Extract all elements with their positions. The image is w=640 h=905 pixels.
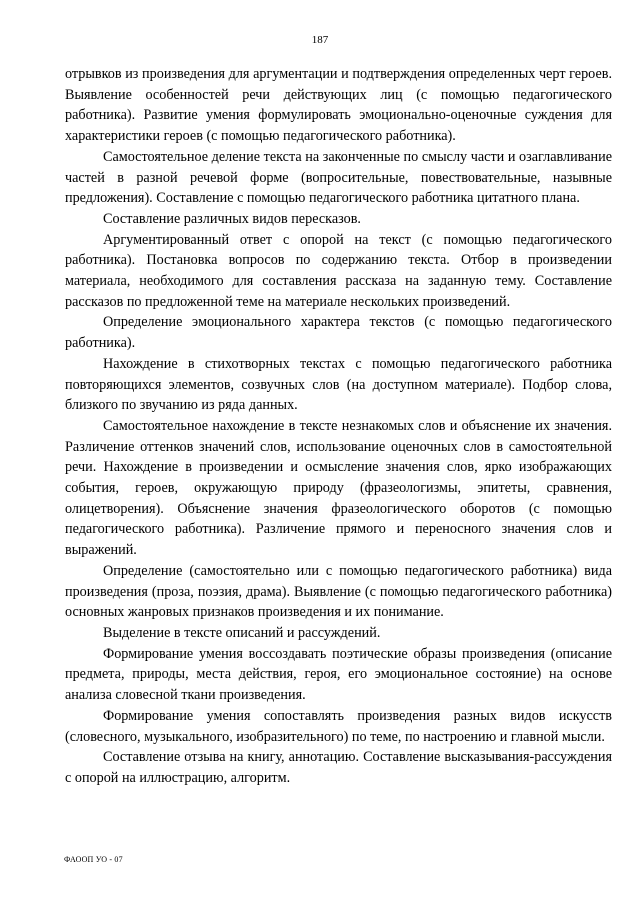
paragraph-3: Составление различных видов пересказов. [103, 210, 361, 227]
paragraph-6: Нахождение в стихотворных текстах с помощью педагогического работника повторяющихся элементов, созвучных слов (на доступном материале). Подбор слова, близкого по звучанию из ряда данных. [65, 355, 612, 414]
paragraph-4: Аргументированный ответ с опорой на текст (с помощью педагогического работника). Постановка вопросов по содержанию текста. Отбор в произведении материала, необходимого для составления рассказа на заданную тему. Составление рассказов по предложенной теме на материале нескольких произведений. [65, 231, 612, 310]
footer-doc-code: ФАООП УО - 07 [64, 855, 123, 864]
paragraph-10: Формирование умения воссоздавать поэтические образы произведения (описание предмета, природы, места действия, героя, его эмоциональное состояние) на основе анализа словесной ткани произведения. [65, 645, 612, 704]
paragraph-8: Определение (самостоятельно или с помощью педагогического работника) вида произведения (проза, поэзия, драма). Выявление (с помощью педагогического работника) основных жанровых признаков произведения и их понимание. [65, 562, 612, 621]
paragraph-5: Определение эмоционального характера текстов (с помощью педагогического работника). [65, 314, 612, 352]
page-number: 187 [311, 34, 329, 46]
paragraph-7: Самостоятельное нахождение в тексте незнакомых слов и объяснение их значения. Различение оттенков значений слов, использование оценочных слов в самостоятельной речи. Нахождение в произведении и осмысление значения слов, ярко изображающих события, героев, окружающую природу (фразеологизмы, эпитеты, сравнения, олицетворения). Объяснение значения фразеологического оборотов (с помощью педагогического работника). Различение прямого и переносного значения слов и выражений. [65, 417, 612, 559]
document-body [65, 64, 612, 789]
paragraph-11: Формирование умения сопоставлять произведения разных видов искусств (словесного, музыкального, изобразительного) по теме, по настроению и главной мысли. [65, 707, 612, 745]
paragraph-1: отрывков из произведения для аргументации и подтверждения определенных черт героев. Выявление особенностей речи действующих лиц (с помощью педагогического работника). Развитие умения формулировать эмоционально-оценочные суждения для характеристики героев (с помощью педагогического работника). [65, 66, 612, 145]
paragraph-12: Составление отзыва на книгу, аннотацию. Составление высказывания-рассуждения с опорой на иллюстрацию, алгоритм. [65, 749, 612, 786]
paragraph-9: Выделение в тексте описаний и рассуждений. [103, 624, 381, 641]
paragraph-2: Самостоятельное деление текста на законченные по смыслу части и озаглавливание частей в разной речевой форме (вопросительные, повествовательные, назывные предложения). Составление с помощью педагогического работника цитатного плана. [65, 148, 612, 207]
